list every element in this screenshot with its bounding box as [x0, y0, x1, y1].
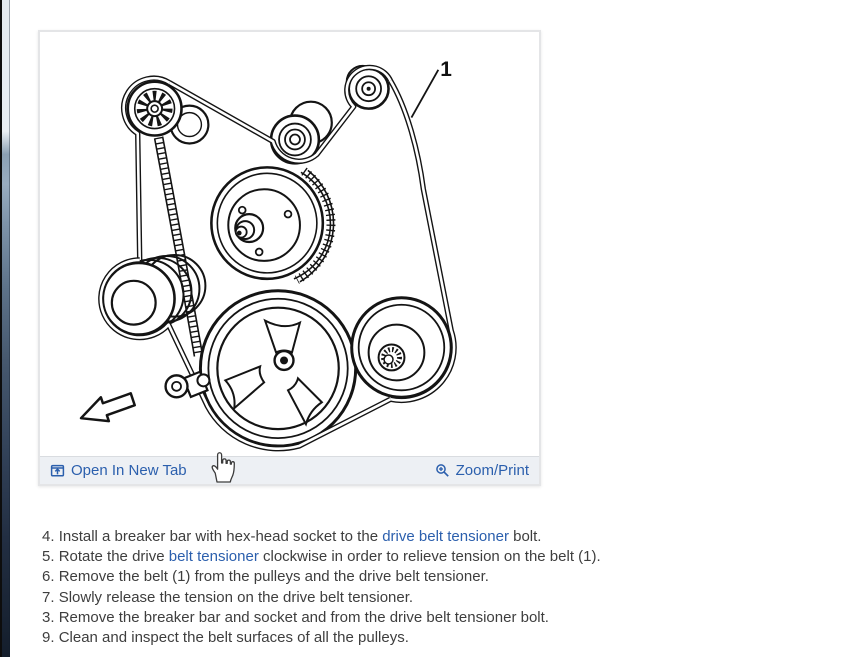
- figure-leader-line: [411, 70, 438, 118]
- pulley-alternator: [128, 82, 182, 136]
- instruction-line: [42, 567, 601, 587]
- instruction-text: Install a breaker bar with hex-head socket to the: [58, 528, 383, 545]
- open-in-new-tab-label: Open In New Tab: [71, 462, 187, 479]
- open-in-new-tab-icon: [50, 463, 65, 478]
- belt-routing-diagram[interactable]: [40, 32, 539, 456]
- window-edge-gradient: [0, 0, 10, 657]
- instruction-text: Rotate the drive: [58, 548, 169, 566]
- instruction-text: bolt.: [508, 528, 542, 545]
- pulley-center: [211, 167, 322, 278]
- instruction-number: 4.: [42, 528, 59, 545]
- instruction-text: Clean and inspect the belt surfaces of all the pulleys.: [58, 629, 409, 647]
- magnifier-plus-icon: [435, 463, 450, 478]
- instruction-number: 6.: [42, 568, 59, 586]
- instruction-text: Remove the breaker bar and socket and from the drive belt tensioner bolt.: [58, 608, 549, 626]
- pulley-crankshaft: [200, 291, 355, 446]
- instruction-text: Slowly release the tension on the drive belt tensioner.: [58, 588, 414, 606]
- instruction-line: [42, 527, 601, 547]
- pulley-water-pump: [352, 298, 452, 398]
- instruction-number: 7.: [42, 588, 59, 606]
- open-in-new-tab-button[interactable]: [50, 462, 187, 479]
- diagram-svg: [40, 32, 539, 456]
- image-viewer-panel: [38, 30, 541, 486]
- zoom-print-button[interactable]: [435, 462, 529, 479]
- instruction-number: 3.: [42, 608, 59, 626]
- instruction-list: [42, 527, 601, 648]
- instruction-text: Remove the belt (1) from the pulleys and the drive belt tensioner.: [58, 568, 489, 586]
- instruction-text: clockwise in order to relieve tension on the belt (1).: [258, 548, 601, 566]
- figure-label-1: 1: [440, 57, 452, 81]
- drive-belt-tensioner-link[interactable]: drive belt tensioner: [382, 528, 509, 545]
- drive-belt-tensioner-link[interactable]: belt tensioner: [168, 548, 259, 566]
- instruction-number: 9.: [42, 629, 59, 647]
- instruction-number: 5.: [42, 548, 59, 566]
- direction-arrow: [81, 393, 135, 421]
- instruction-line: [42, 628, 601, 648]
- pulley-ac-compressor: [103, 263, 175, 335]
- instruction-line: [42, 608, 601, 628]
- instruction-line: [42, 588, 601, 608]
- zoom-print-label: Zoom/Print: [455, 462, 529, 479]
- instruction-line: [42, 547, 601, 567]
- viewer-toolbar: [40, 456, 539, 484]
